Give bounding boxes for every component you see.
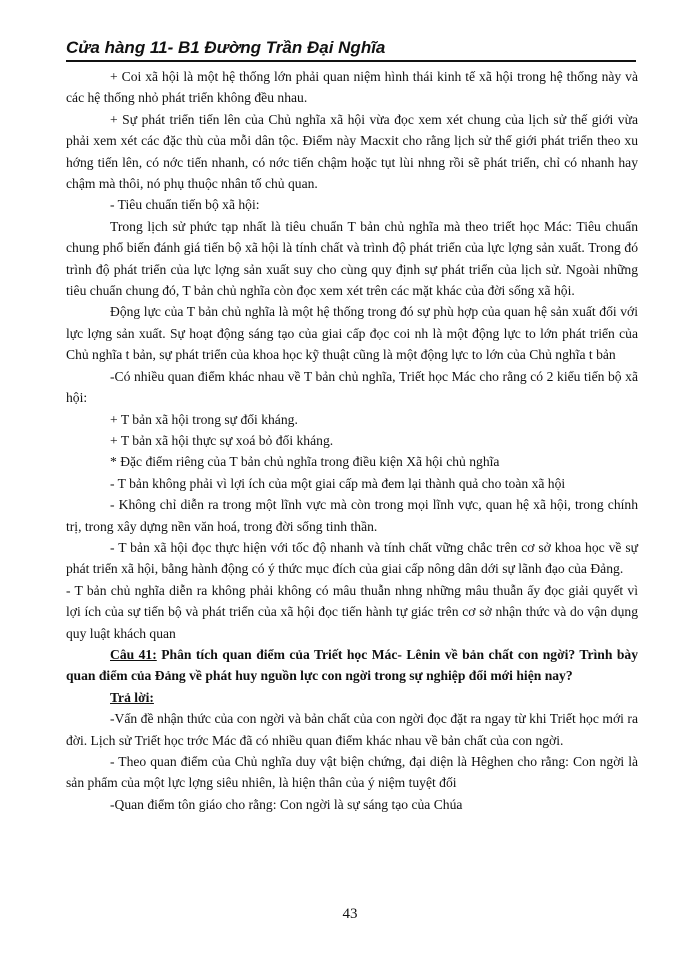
- answer-label: Trả lời:: [110, 689, 154, 705]
- paragraph: - Tiêu chuẩn tiến bộ xã hội:: [110, 197, 260, 213]
- paragraph: - Không chỉ diễn ra trong một lĩnh vực mà còn trong mọi lĩnh vực, quan hệ xã hội, trong chính trị, trong xây dựng nền văn hoá, trong đời sống tinh thần.: [66, 497, 638, 534]
- page-number: 43: [342, 906, 358, 922]
- paragraph: + Coi xã hội là một hệ thống lớn phải quan niệm hình thái kinh tế xã hội trong hệ thống này và các hệ thống nhỏ phát triển không đều nhau.: [66, 69, 638, 106]
- paragraph: - T bản xã hội đọc thực hiện với tốc độ nhanh và tính chất vững chắc trên cơ sở khoa học về sự phát triển xã hội, bằng hành động có ý thức mục đích của giai cấp nông dân dới sự lãnh đạo của Đảng.: [66, 539, 638, 577]
- paragraph: * Đặc điểm riêng của T bản chủ nghĩa trong điều kiện Xã hội chủ nghĩa: [110, 454, 500, 470]
- question-heading: [66, 644, 638, 687]
- question-label: Câu 41:: [110, 646, 157, 662]
- paragraph: + T bản xã hội thực sự xoá bỏ đối kháng.: [110, 432, 334, 448]
- page-header: Cửa hàng 11- B1 Đường Trần Đại Nghĩa: [66, 38, 636, 62]
- paragraph: Động lực của T bản chủ nghĩa là một hệ thống trong đó sự phù hợp của quan hệ sản xuất đối với lực lợng sản xuất. Sự hoạt động sáng tạo của giai cấp đọc coi nh là một động lực to lớn phát triển của Chủ nghĩa t bản, sự phát triển của khoa học kỹ thuật cũng là một động lực to lớn của Chủ nghĩa t bản: [66, 304, 638, 363]
- paragraph: + T bản xã hội trong sự đối kháng.: [110, 411, 298, 427]
- paragraph: -Vấn đề nhận thức của con ngời và bản chất của con ngời đọc đặt ra ngay từ khi Triết học mới ra đời. Lịch sử Triết học trớc Mác đã có nhiều quan điểm khác nhau về bản chất của con ngời.: [66, 711, 638, 748]
- question-text: Phân tích quan điểm của Triết học Mác- Lênin về bản chất con ngời? Trình bày quan điểm của Đảng về phát huy nguồn lực con ngời trong sự nghiệp đổi mới hiện nay?: [66, 646, 638, 684]
- paragraph: Trong lịch sử phức tạp nhất là tiêu chuẩn T bản chủ nghĩa mà theo triết học Mác: Tiêu chuẩn chung phổ biến đánh giá tiến bộ xã hội là tính chất và trình độ phát triển của lực lợng sản xuất. Trong đó trình độ phát triển của lực lợng sản xuất suy cho cùng quy định sự phát triển của lịch sử. Ngoài những tiêu chuẩn chung đó, T bản chủ nghĩa còn đọc xem xét trên các mặt khác của đời sống xã hội.: [66, 218, 638, 299]
- answer-heading: [66, 687, 638, 708]
- document-body: [66, 66, 638, 815]
- paragraph: + Sự phát triển tiến lên của Chủ nghĩa xã hội vừa đọc xem xét chung của lịch sử thế giới vừa phải xem xét các đặc thù của mỗi dân tộc. Điểm này Macxit cho rằng lịch sử thế giới phát triển theo xu hớng tiến lên, có nớc tiến nhanh, có nớc tiến chậm hoặc tụt lùi nhng rồi sẽ phát triển, chỉ có nhanh hay chậm mà thôi, nó phụ thuộc nhân tố chủ quan.: [66, 111, 638, 192]
- paragraph: - T bản không phải vì lợi ích của một giai cấp mà đem lại thành quả cho toàn xã hội: [110, 475, 566, 491]
- paragraph: -Có nhiều quan điểm khác nhau về T bản chủ nghĩa, Triết học Mác cho rằng có 2 kiểu tiến bộ xã hội:: [66, 368, 638, 406]
- paragraph: - Theo quan điểm của Chủ nghĩa duy vật biện chứng, đại diện là Hêghen cho rằng: Con ngời là sản phẩm của một lực lợng siêu nhiên, là hiện thân của ý niệm tuyệt đối: [66, 754, 638, 791]
- paragraph: -Quan điểm tôn giáo cho rằng: Con ngời là sự sáng tạo của Chúa: [110, 796, 463, 812]
- paragraph: - T bản chủ nghĩa diễn ra không phải không có mâu thuẫn nhng những mâu thuẫn ấy đọc giải quyết vì lợi ích của sự tiến bộ và phát triển của xã hội đọc tiến hành tự giác trên cơ sở nhận thức và do vận dụng quy luật khách quan: [66, 582, 638, 641]
